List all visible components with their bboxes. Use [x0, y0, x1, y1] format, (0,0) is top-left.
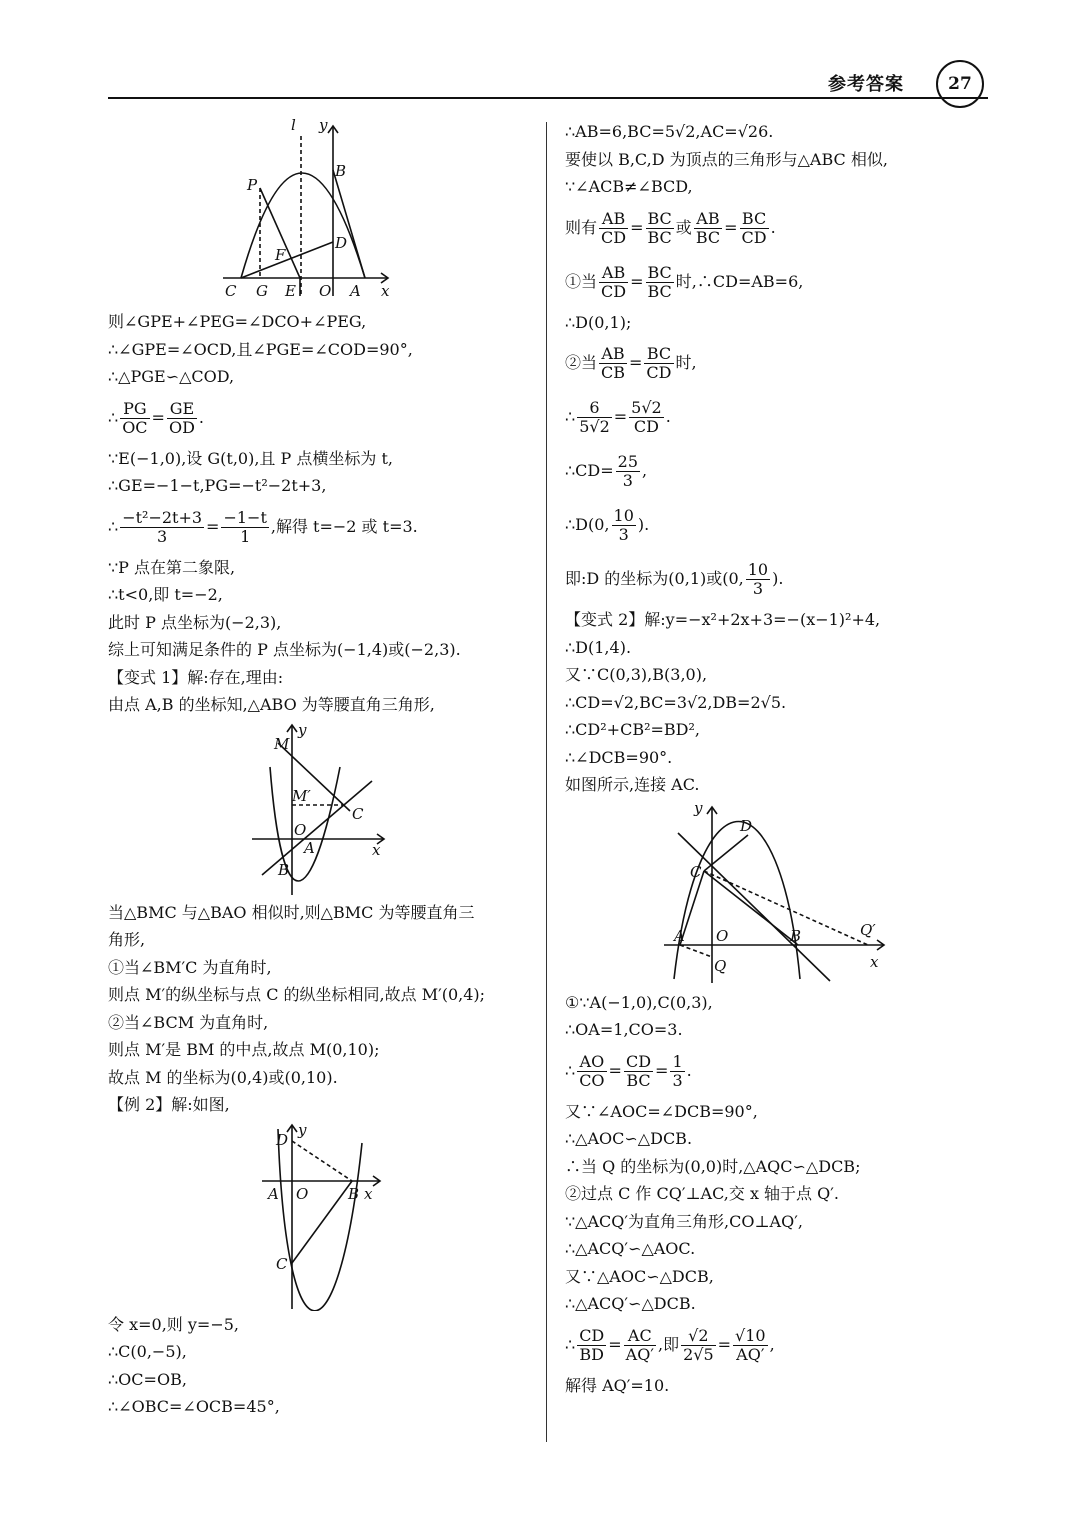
figure-variant2 [660, 799, 890, 989]
denominator: BC [695, 227, 721, 247]
header-title: 参考答案 [828, 74, 904, 95]
denominator: BC [626, 1070, 651, 1090]
formula-text: = [613, 407, 628, 426]
formula-text: , [642, 461, 648, 480]
formula-line [565, 201, 985, 255]
fig2-label-x: x [372, 840, 381, 859]
text-line: ②过点 C 作 CQ′⊥AC,交 x 轴于点 Q′. [565, 1184, 839, 1203]
numerator: 1 [672, 1051, 683, 1071]
figure-parabola-pgf [223, 118, 423, 308]
section-heading: 【例 2】解:如图, [108, 1095, 230, 1114]
denominator: CD [741, 227, 767, 247]
text-line: 如图所示,连接 AC. [565, 775, 700, 794]
fig3-label-o: O [296, 1184, 309, 1203]
numerator: AB [599, 210, 628, 229]
fig1-label-a: A [350, 282, 361, 300]
fraction [599, 210, 628, 247]
text-line: ∴CD=√2,BC=3√2,DB=2√5. [565, 692, 787, 712]
text-line: ∵∠ACB≠∠BCD, [565, 177, 693, 196]
numerator: 25 [617, 452, 639, 471]
fig2-label-m: M [274, 734, 290, 753]
fig1-label-e: E [285, 282, 296, 300]
formula-text: . [665, 407, 671, 426]
text-line: ∴OA=1,CO=3. [565, 1020, 683, 1039]
fraction [670, 1053, 684, 1090]
text-line: ∴t<0,即 t=−2, [108, 585, 223, 604]
text-line: ∴当 Q 的坐标为(0,0)时,△AQC∽△DCB; [565, 1156, 861, 1176]
fig3-label-b: B [348, 1184, 360, 1203]
fig1-label-c: C [225, 282, 237, 300]
fig2-label-b: B [278, 860, 290, 879]
formula-text: ,即 [657, 1334, 680, 1354]
formula-text: 时,∴CD=AB=6, [675, 271, 804, 291]
fraction [694, 210, 722, 247]
formula-text: = [629, 353, 643, 372]
fig2-label-a: A [304, 838, 315, 857]
numerator: CD [625, 1051, 652, 1071]
formula-text: ①当 [565, 271, 598, 291]
fraction [740, 210, 769, 247]
denominator: 3 [622, 471, 633, 490]
fig4-label-c: C [690, 862, 702, 881]
denominator: 2√5 [683, 1344, 714, 1364]
text-line: 要使以 B,C,D 为顶点的三角形与△ABC 相似, [565, 149, 888, 169]
fig2-label-c: C [352, 804, 364, 823]
denominator: CD [633, 417, 659, 436]
formula-text: = [717, 1334, 732, 1354]
fraction [629, 399, 664, 436]
numerator: GE [167, 400, 197, 419]
fraction [221, 509, 268, 546]
denominator: BC [647, 227, 672, 247]
fraction [616, 453, 640, 490]
fig3-label-x: x [364, 1184, 373, 1203]
formula-text: ∴ [108, 407, 119, 427]
text-line: ∴D(0,1); [565, 312, 632, 332]
formula-text: 或 [675, 217, 692, 237]
numerator: AB [599, 264, 628, 283]
formula-line [565, 336, 985, 390]
formula-line [565, 390, 985, 444]
column-divider [546, 122, 547, 1442]
formula-line [565, 1044, 985, 1098]
denominator: AQ′ [625, 1344, 654, 1364]
denominator: BD [579, 1344, 605, 1364]
fraction [577, 1327, 606, 1364]
fraction [624, 1327, 656, 1364]
formula-line [565, 498, 985, 552]
fig4-label-qprime: Q′ [860, 920, 876, 939]
numerator: 10 [747, 560, 769, 579]
formula-text: . [770, 217, 776, 237]
text-line: ∵P 点在第二象限, [108, 557, 236, 577]
fraction [120, 400, 149, 437]
text-line: 则∠GPE+∠PEG=∠DCO+∠PEG, [108, 312, 367, 331]
formula-text: = [630, 217, 644, 237]
formula-text: ∴CD= [565, 461, 614, 480]
text-line: ②当∠BCM 为直角时, [108, 1012, 269, 1032]
text-line: 由点 A,B 的坐标知,△ABO 为等腰直角三角形, [108, 695, 435, 714]
numerator: PG [120, 400, 149, 419]
figure-bmc [248, 719, 398, 899]
text-line: ∴CD²+CB²=BD², [565, 720, 700, 739]
text-line: ∴AB=6,BC=5√2,AC=√26. [565, 122, 774, 141]
fig1-label-y: y [319, 118, 328, 134]
text-line: ∴D(1,4). [565, 637, 632, 657]
denominator: 1 [240, 526, 251, 546]
section-heading: 【变式 1】解:存在,理由: [108, 667, 284, 687]
text-line: ∴△AOC∽△DCB. [565, 1129, 693, 1148]
denominator: 3 [618, 525, 629, 544]
numerator: −1−t [223, 507, 267, 527]
numerator: AC [624, 1327, 656, 1346]
text-line: 令 x=0,则 y=−5, [108, 1314, 239, 1334]
fig1-label-x: x [381, 282, 390, 300]
numerator: BC [647, 262, 672, 282]
fig1-label-d: D [335, 234, 348, 252]
formula-text: ∴ [565, 407, 576, 426]
numerator: AO [577, 1053, 606, 1072]
fraction [746, 561, 770, 598]
text-line: ∴GE=−1−t,PG=−t²−2t+3, [108, 476, 327, 495]
numerator: √10 [735, 1325, 766, 1345]
page-number: 27 [936, 60, 984, 108]
formula-text: 即:D 的坐标为(0,1)或(0, [565, 569, 744, 588]
formula-text: 时, [675, 353, 697, 372]
text-line: 此时 P 点坐标为(−2,3), [108, 612, 282, 632]
denominator: CD [646, 363, 672, 382]
formula-text: = [608, 1334, 622, 1354]
fig3-label-c: C [276, 1254, 288, 1273]
numerator: 6 [577, 399, 612, 418]
fraction [577, 1053, 606, 1090]
formula-text: ∴ [565, 1334, 576, 1354]
text-line: 则点 M′的纵坐标与点 C 的纵坐标相同,故点 M′(0,4); [108, 985, 486, 1004]
text-line: ∵△ACQ′为直角三角形,CO⊥AQ′, [565, 1211, 803, 1231]
text-line: ∴∠OBC=∠OCB=45°, [108, 1397, 280, 1416]
fraction [120, 509, 204, 546]
denominator: 3 [672, 1070, 683, 1090]
text-line: 则点 M′是 BM 的中点,故点 M(0,10); [108, 1040, 380, 1059]
text-line: ∴OC=OB, [108, 1369, 187, 1389]
fig1-label-g: G [256, 282, 268, 300]
fig4-label-y: y [694, 798, 703, 817]
fig2-label-o: O [294, 820, 307, 839]
fraction [681, 1327, 716, 1364]
text-line: ∴∠GPE=∠OCD,且∠PGE=∠COD=90°, [108, 339, 413, 359]
text-line: ①∵A(−1,0),C(0,3), [565, 992, 713, 1012]
text-line: ∴△ACQ′∽△AOC. [565, 1239, 696, 1258]
left-column [108, 118, 538, 1421]
denominator: CB [601, 363, 626, 382]
numerator: −t²−2t+3 [122, 507, 203, 527]
formula-text: ). [637, 515, 650, 534]
text-line: 又∵△AOC∽△DCB, [565, 1266, 714, 1286]
numerator: √2 [681, 1327, 716, 1346]
denominator: CO [579, 1070, 605, 1090]
fig3-label-y: y [298, 1120, 307, 1139]
text-line: 解得 AQ′=10. [565, 1375, 670, 1395]
formula-text: = [206, 516, 220, 536]
fig2-label-mprime: M′ [292, 786, 311, 805]
formula-text: = [724, 217, 738, 237]
denominator: 5√2 [579, 417, 610, 436]
formula-text: ). [772, 569, 784, 588]
fraction [646, 210, 674, 247]
formula-text: 则有 [565, 217, 598, 237]
formula-line [108, 500, 538, 554]
formula-line [565, 444, 985, 498]
fig4-label-x: x [870, 952, 879, 971]
fraction [612, 507, 636, 544]
numerator: AB [599, 345, 627, 364]
formula-text: = [655, 1060, 669, 1080]
text-line: ∴C(0,−5), [108, 1342, 187, 1361]
text-line: 当△BMC 与△BAO 相似时,则△BMC 为等腰直角三 [108, 902, 475, 922]
text-line: 综上可知满足条件的 P 点坐标为(−1,4)或(−2,3). [108, 640, 461, 659]
numerator: BC [647, 208, 672, 228]
fraction [624, 1053, 653, 1090]
numerator: 10 [613, 506, 634, 525]
denominator: BC [647, 281, 672, 301]
fig4-label-q: Q [714, 956, 727, 975]
right-column [565, 118, 985, 1399]
section-heading: 【变式 2】解:y=−x²+2x+3=−(x−1)²+4, [565, 610, 881, 629]
formula-text: ②当 [565, 353, 598, 372]
fig1-label-b: B [335, 162, 347, 180]
fraction [599, 264, 628, 301]
formula-line [565, 552, 985, 606]
fraction [733, 1327, 768, 1364]
header-rule [108, 97, 988, 99]
fig1-label-p: P [247, 176, 258, 194]
text-line: ①当∠BM′C 为直角时, [108, 957, 272, 977]
fraction [167, 400, 197, 437]
text-line: ∴∠DCB=90°. [565, 747, 673, 767]
fig3-label-d: D [276, 1130, 289, 1149]
numerator: BC [644, 345, 673, 364]
numerator: CD [579, 1325, 605, 1345]
fraction [646, 264, 674, 301]
denominator: CD [601, 227, 627, 247]
figure-example2 [258, 1119, 388, 1311]
formula-text: = [630, 271, 644, 291]
formula-line [108, 391, 538, 445]
fig2-label-y: y [298, 720, 307, 739]
fig1-label-l: l [291, 118, 296, 134]
denominator: AQ′ [736, 1344, 765, 1364]
fraction [644, 345, 673, 382]
formula-text: . [198, 407, 204, 427]
fraction [599, 345, 627, 382]
fig4-label-d: D [740, 816, 753, 835]
numerator: 5√2 [631, 398, 662, 417]
formula-line [565, 255, 985, 309]
text-line: 又∵C(0,3),B(3,0), [565, 665, 708, 684]
fig4-label-b: B [790, 926, 802, 945]
fig4-label-a: A [674, 926, 685, 945]
formula-text: , [769, 1334, 775, 1354]
formula-text: ∴ [565, 1060, 576, 1080]
text-line: 又∵∠AOC=∠DCB=90°, [565, 1101, 758, 1121]
fig1-label-f: F [275, 246, 286, 264]
formula-text: = [608, 1060, 622, 1080]
fig4-label-o: O [716, 926, 729, 945]
formula-text: ∴ [108, 516, 119, 536]
formula-text: = [151, 407, 165, 427]
formula-text: . [686, 1060, 692, 1080]
fraction [577, 399, 612, 436]
denominator: OC [122, 417, 148, 437]
formula-text: ,解得 t=−2 或 t=3. [270, 516, 418, 536]
text-line: ∴△ACQ′∽△DCB. [565, 1294, 696, 1313]
numerator: BC [740, 210, 769, 229]
denominator: 3 [157, 526, 168, 546]
numerator: AB [694, 210, 722, 229]
text-line: ∴△PGE∽△COD, [108, 367, 235, 386]
text-line: ∵E(−1,0),设 G(t,0),且 P 点横坐标为 t, [108, 448, 393, 468]
text-line: 角形, [108, 930, 146, 949]
denominator: CD [601, 281, 627, 301]
formula-line [565, 1318, 985, 1372]
text-line: 故点 M 的坐标为(0,4)或(0,10). [108, 1067, 338, 1087]
fig3-label-a: A [268, 1184, 279, 1203]
denominator: 3 [752, 579, 764, 598]
fig1-label-o: O [319, 282, 332, 300]
denominator: OD [168, 417, 195, 437]
formula-text: ∴D(0, [565, 515, 610, 534]
